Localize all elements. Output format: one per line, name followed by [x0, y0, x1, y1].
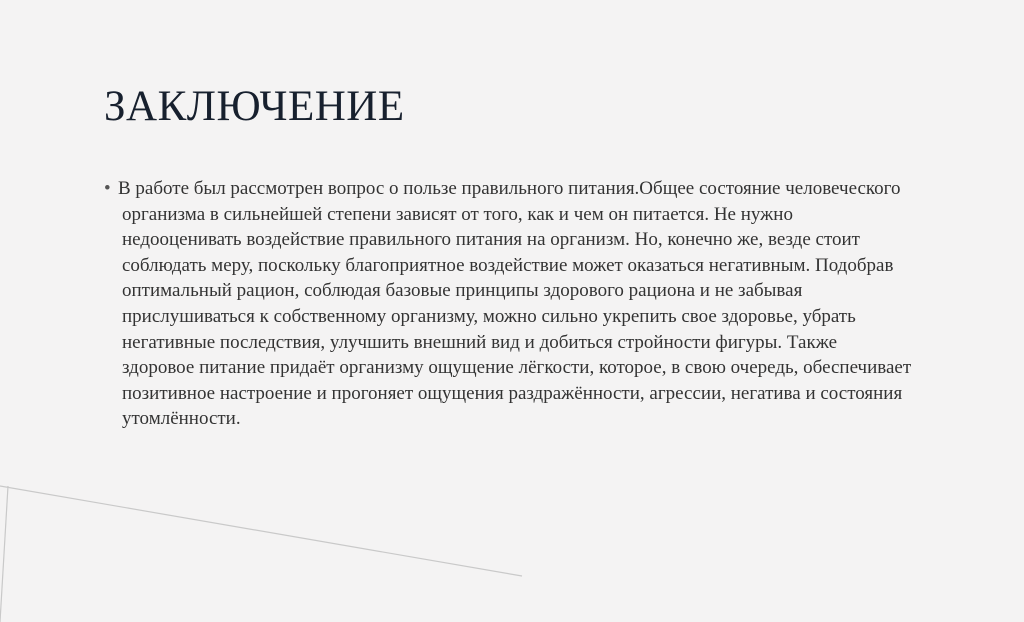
decor-line-left-edge: [0, 486, 8, 622]
decor-line-diagonal: [0, 486, 522, 576]
conclusion-paragraph: [104, 176, 912, 432]
bullet-icon: •: [104, 178, 111, 199]
slide-title: ЗАКЛЮЧЕНИЕ: [104, 83, 405, 130]
conclusion-text: В работе был рассмотрен вопрос о пользе правильного питания.Общее состояние человеческого организма в сильнейшей степени зависят от того, как и чем он питается. Не нужно недооценивать воздействие правильного питания на организм. Но, конечно же, везде стоит соблюдать меру, поскольку благоприятное воздействие может оказаться негативным. Подобрав оптимальный рацион, соблюдая базовые принципы здорового рациона и не забывая прислушиваться к собственному организму, можно сильно укрепить свое здоровье, убрать негативные последствия, улучшить внешний вид и добиться стройности фигуры. Также здоровое питание придаёт организму ощущение лёгкости, которое, в свою очередь, обеспечивает позитивное настроение и прогоняет ощущения раздражённости, агрессии, негатива и состояния утомлённости.: [118, 178, 912, 430]
